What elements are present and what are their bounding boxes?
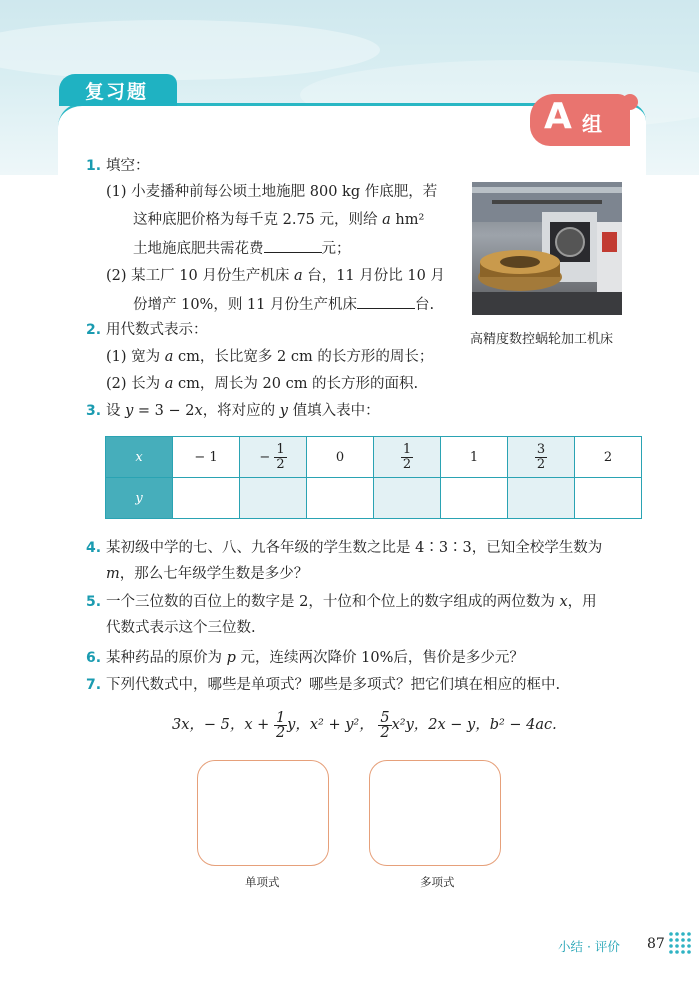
q2-part1: (1) 宽为 a cm，长比宽多 2 cm 的长方形的周长； [106,349,434,365]
table-cell-y[interactable] [374,478,441,519]
q7-expressions: 3x，− 5，x + $\frac{1}{2}$ y，x² + y²， $\frac{5}{2}$ x²y，2x − y，b² − 4ac. [172,709,557,741]
table-cell-x: 1 [441,437,508,478]
page-number: 87 [647,936,665,952]
group-badge [530,94,630,146]
dot-grid-icon [667,930,695,958]
q4-line1: 某初级中学的七、八、九各年级的学生数之比是 4∶3∶3，已知全校学生数为 [106,540,603,556]
q6-line1: 某种药品的原价为 p 元，连续两次降价 10%后，售价是多少元？ [106,650,524,666]
table-cell-x: $\frac{3}{2}$ [508,437,575,478]
q5-number: 5. [86,594,102,610]
q5-line1: 一个三位数的百位上的数字是 2，十位和个位上的数字组成的两位数为 x，用 [106,594,597,610]
q3-number: 3. [86,403,102,419]
q1-stem: 填空： [106,158,150,174]
group-letter: A [544,96,572,137]
polynomial-label: 多项式 [420,875,455,889]
monomial-box[interactable] [197,760,329,866]
table-cell-y[interactable] [307,478,374,519]
group-suffix: 组 [582,112,602,136]
q4-number: 4. [86,540,102,556]
answer-blank[interactable] [264,238,322,253]
q2-stem: 用代数式表示： [106,322,208,338]
machine-illustration [472,182,622,315]
q7-number: 7. [86,677,102,693]
decor-wave [0,20,380,80]
table-row-y [106,478,642,519]
q1-part1-line3: 土地施底肥共需花费 元； [133,238,351,259]
table-cell-y[interactable] [508,478,575,519]
table-row-x [106,437,642,478]
q5-line2: 代数式表示这个三位数. [106,620,256,636]
table-cell-y[interactable] [240,478,307,519]
section-tab [59,74,177,106]
value-table [105,436,642,519]
q6-number: 6. [86,650,102,666]
q2-part2: (2) 长为 a cm，周长为 20 cm 的长方形的面积. [106,376,419,392]
photo-caption: 高精度数控蜗轮加工机床 [470,332,614,347]
badge-dot [622,94,638,110]
machine-tool-photo [472,182,622,315]
q7-line1: 下列代数式中，哪些是单项式？哪些是多项式？把它们填在相应的框中. [106,677,561,693]
polynomial-box[interactable] [369,760,501,866]
q1-part1-line1: (1) 小麦播种前每公顷土地施肥 800 kg 作底肥，若 [106,184,438,200]
q1-part2-line1: (2) 某工厂 10 月份生产机床 a 台，11 月份比 10 月 [106,268,445,284]
table-cell-y[interactable] [575,478,642,519]
answer-blank[interactable] [357,294,415,309]
q2-number: 2. [86,322,102,338]
table-cell-x: 0 [307,437,374,478]
row-x-header: x [106,437,173,478]
table-cell-x: − 1 [173,437,240,478]
table-cell-y[interactable] [173,478,240,519]
q1-part1-line2: 这种底肥价格为每千克 2.75 元，则给 a hm² [133,212,425,228]
q3-stem: 设 y = 3 − 2x，将对应的 y 值填入表中： [106,403,380,419]
q1-part2-line2: 份增产 10%，则 11 月份生产机床 台. [133,294,434,315]
footer-section: 小结 · 评价 [558,939,620,954]
row-y-header: y [106,478,173,519]
table-cell-x: $\frac{1}{2}$ [374,437,441,478]
table-cell-x: 2 [575,437,642,478]
table-cell-x: − $\frac{1}{2}$ [240,437,307,478]
table-cell-y[interactable] [441,478,508,519]
monomial-label: 单项式 [245,875,280,889]
q1-number: 1. [86,158,102,174]
q4-line2: m，那么七年级学生数是多少？ [106,566,309,582]
section-title: 复习题 [85,81,149,103]
